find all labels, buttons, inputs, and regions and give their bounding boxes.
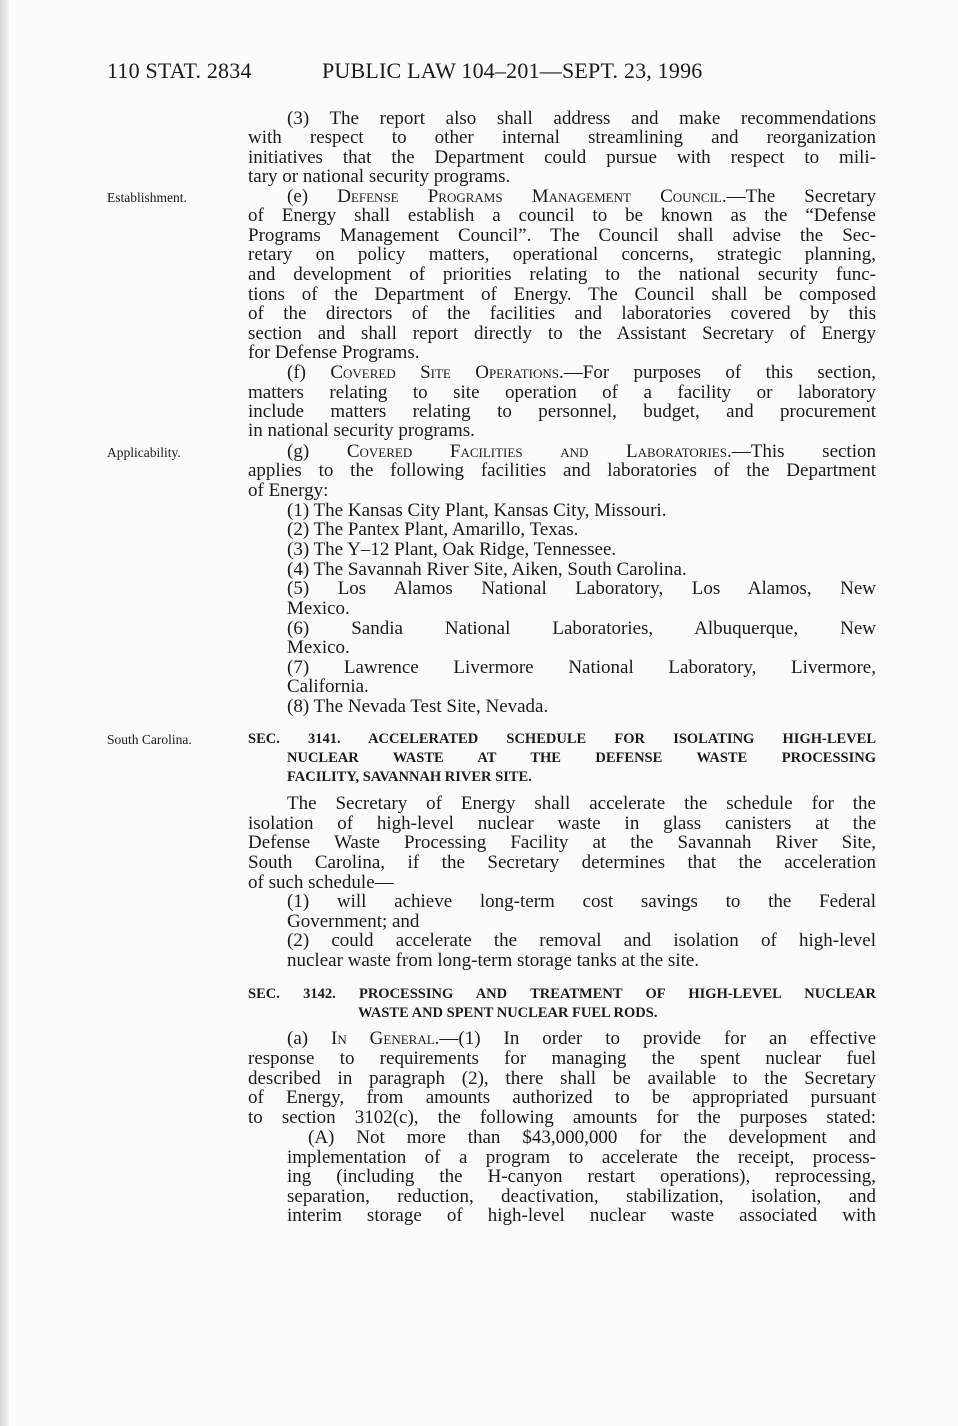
- text-line: [287, 519, 876, 541]
- text-line: [248, 127, 876, 149]
- text-line: [248, 832, 876, 854]
- line-text: (3) The report also shall address and make recommendations: [287, 108, 876, 129]
- text-line: [248, 460, 876, 482]
- text-line: [287, 539, 876, 561]
- margin-note-establishment: Establishment.: [107, 190, 187, 205]
- line-text: Programs Management Council”. The Council shall advise the Sec-: [248, 225, 876, 246]
- text-line: [287, 930, 876, 952]
- line-text: of such schedule—: [248, 872, 394, 893]
- text-line: [287, 598, 876, 620]
- running-head: PUBLIC LAW 104–201—SEPT. 23, 1996: [322, 58, 703, 83]
- margin-note-applicability: Applicability.: [107, 445, 181, 460]
- text-line: [287, 637, 876, 659]
- line-text: Mexico.: [287, 598, 350, 619]
- text-line: [248, 852, 876, 874]
- section-heading-line: [287, 766, 876, 788]
- line-text: Defense Waste Processing Facility at the Savannah River Site,: [248, 832, 876, 853]
- text-line: [287, 578, 876, 600]
- line-text: SEC. 3142. PROCESSING AND TREATMENT OF HIGH-LEVEL NUCLEAR: [248, 986, 876, 1002]
- line-text: of Energy, from amounts authorized to be appropriated pursuant: [248, 1087, 876, 1108]
- text-line: [287, 696, 876, 718]
- subsection-caption: Covered Facilities and Laboratories: [346, 441, 727, 462]
- text-line: [248, 1107, 876, 1129]
- line-text: (6) Sandia National Laboratories, Albuquerque, New: [287, 618, 876, 639]
- scan-edge: [0, 0, 9, 1426]
- line-text: separation, reduction, deactivation, stabilization, isolation, and: [287, 1186, 876, 1207]
- line-text: (A) Not more than $43,000,000 for the development and: [308, 1127, 876, 1148]
- line-text: include matters relating to personnel, budget, and procurement: [248, 401, 876, 422]
- line-text: Mexico.: [287, 637, 350, 658]
- line-text: South Carolina, if the Secretary determines that the acceleration: [248, 852, 876, 873]
- text-line: [287, 1028, 876, 1050]
- line-text: applies to the following facilities and laboratories of the Department: [248, 460, 876, 481]
- line-text: .—The Secretary: [721, 186, 876, 207]
- line-text: described in paragraph (2), there shall be available to the Secretary: [248, 1068, 876, 1089]
- line-text: interim storage of high-level nuclear waste associated with: [287, 1205, 876, 1226]
- text-line: [287, 362, 876, 384]
- line-text: (1) The Kansas City Plant, Kansas City, Missouri.: [287, 500, 667, 521]
- line-text: .—For purposes of this section,: [559, 362, 876, 383]
- line-text: response to requirements for managing the spent nuclear fuel: [248, 1048, 876, 1069]
- text-line: [287, 793, 876, 815]
- text-line: [248, 205, 876, 227]
- line-text: .—(1) In order to provide for an effective: [434, 1028, 876, 1049]
- line-text: (a): [287, 1028, 332, 1049]
- subsection-caption: Defense Programs Management Council: [337, 186, 722, 207]
- line-text: (g): [287, 441, 347, 462]
- line-text: section and shall report directly to the Assistant Secretary of Energy: [248, 323, 876, 344]
- line-text: of Energy:: [248, 480, 329, 501]
- line-text: SEC. 3141. ACCELERATED SCHEDULE FOR ISOLATING HIGH-LEVEL: [248, 731, 876, 747]
- text-line: [248, 1087, 876, 1109]
- line-text: California.: [287, 676, 369, 697]
- text-line: [287, 1205, 876, 1227]
- line-text: The Secretary of Energy shall accelerate the schedule for the: [287, 793, 876, 814]
- line-text: ing (including the H-canyon restart operations), reprocessing,: [287, 1166, 876, 1187]
- text-line: [287, 1166, 876, 1188]
- line-text: (7) Lawrence Livermore National Laboratory, Livermore,: [287, 657, 876, 678]
- line-text: WASTE AND SPENT NUCLEAR FUEL RODS.: [358, 1005, 658, 1021]
- line-text: in national security programs.: [248, 420, 475, 441]
- line-text: isolation of high-level nuclear waste in glass canisters at the: [248, 813, 876, 834]
- subsection-caption: In General: [331, 1028, 435, 1049]
- line-text: FACILITY, SAVANNAH RIVER SITE.: [287, 769, 532, 785]
- text-line: [287, 950, 876, 972]
- line-text: of the directors of the facilities and laboratories covered by this: [248, 303, 876, 324]
- line-text: retary on policy matters, operational concerns, strategic planning,: [248, 244, 876, 265]
- line-text: (f): [287, 362, 331, 383]
- text-line: [248, 264, 876, 286]
- line-text: (8) The Nevada Test Site, Nevada.: [287, 696, 549, 717]
- line-text: for Defense Programs.: [248, 342, 420, 363]
- text-line: [248, 166, 876, 188]
- line-text: nuclear waste from long-term storage tanks at the site.: [287, 950, 700, 971]
- line-text: and development of priorities relating to the national security func-: [248, 264, 876, 285]
- line-text: (2) The Pantex Plant, Amarillo, Texas.: [287, 519, 579, 540]
- line-text: matters relating to site operation of a facility or laboratory: [248, 382, 876, 403]
- line-text: initiatives that the Department could pursue with respect to mili-: [248, 147, 876, 168]
- text-line: [248, 420, 876, 442]
- line-text: (3) The Y–12 Plant, Oak Ridge, Tennessee.: [287, 539, 617, 560]
- section-heading-line: [358, 1002, 876, 1024]
- line-text: NUCLEAR WASTE AT THE DEFENSE WASTE PROCESSING: [287, 750, 876, 766]
- line-text: tary or national security programs.: [248, 166, 511, 187]
- line-text: to section 3102(c), the following amounts for the purposes stated:: [248, 1107, 876, 1128]
- line-text: tions of the Department of Energy. The Council shall be composed: [248, 284, 876, 305]
- text-line: [248, 480, 876, 502]
- text-line: [287, 676, 876, 698]
- line-text: (5) Los Alamos National Laboratory, Los Alamos, New: [287, 578, 876, 599]
- line-text: (1) will achieve long-term cost savings to the Federal: [287, 891, 876, 912]
- margin-note-south-carolina: South Carolina.: [107, 732, 192, 747]
- text-line: [248, 342, 876, 364]
- line-text: .—This section: [726, 441, 876, 462]
- text-line: [308, 1127, 876, 1149]
- text-line: [248, 1048, 876, 1070]
- text-line: [248, 244, 876, 266]
- text-line: [248, 303, 876, 325]
- line-text: of Energy shall establish a council to be known as the “Defense: [248, 205, 876, 226]
- line-text: (4) The Savannah River Site, Aiken, South Carolina.: [287, 559, 687, 580]
- line-text: (e): [287, 186, 338, 207]
- subsection-caption: Covered Site Operations: [330, 362, 560, 383]
- line-text: with respect to other internal streamlining and reorganization: [248, 127, 876, 148]
- text-line: [287, 891, 876, 913]
- line-text: (2) could accelerate the removal and isolation of high-level: [287, 930, 876, 951]
- line-text: implementation of a program to accelerate the receipt, process-: [287, 1147, 876, 1168]
- line-text: Government; and: [287, 911, 420, 932]
- statute-page-number: 110 STAT. 2834: [107, 58, 252, 83]
